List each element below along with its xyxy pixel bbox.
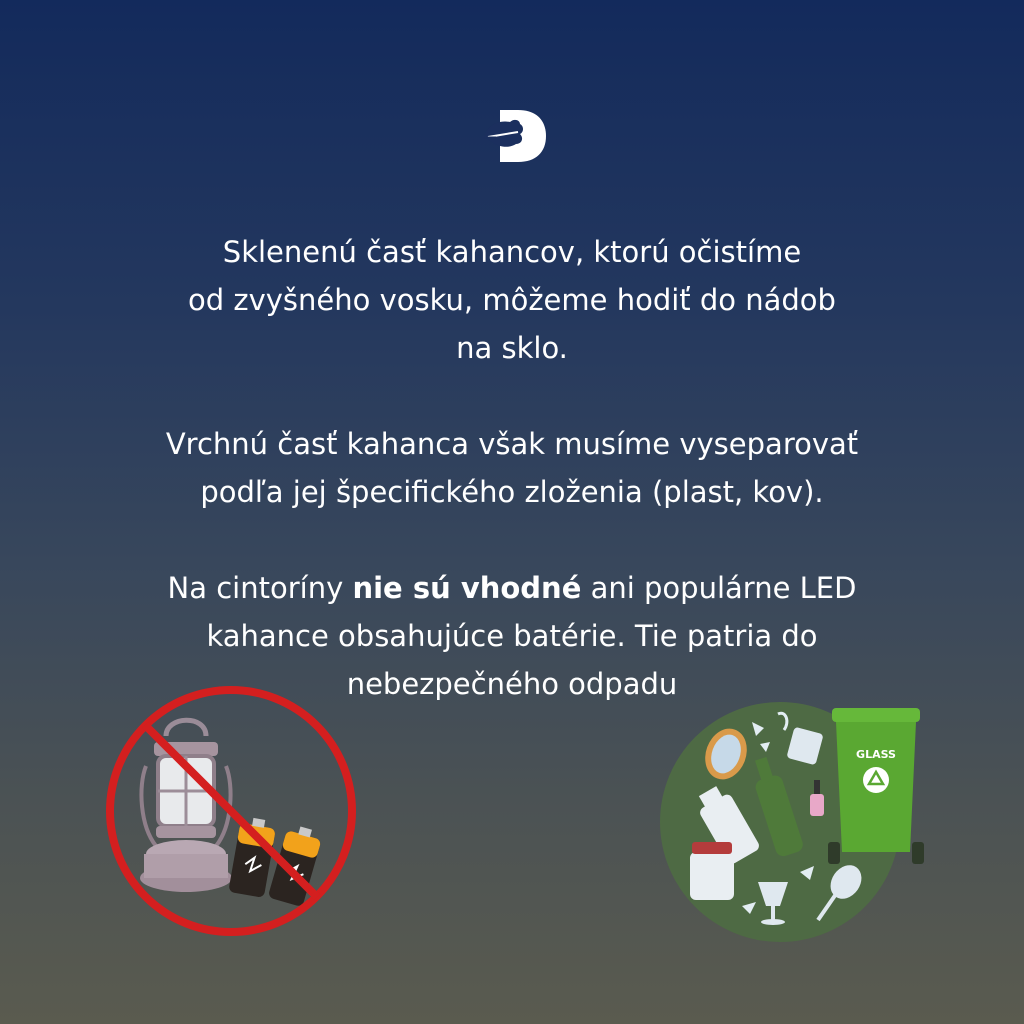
- message-segment: ani populárne LED: [581, 571, 857, 605]
- message-line: Vrchnú časť kahanca však musíme vyseparovať: [165, 427, 859, 461]
- message-line: podľa jej špecifického zloženia (plast, kov).: [200, 475, 824, 509]
- message-line: na sklo.: [456, 331, 568, 365]
- bin-label: GLASS: [856, 748, 896, 761]
- glass-bin-icon: [828, 708, 924, 864]
- no-lantern-batteries-icon: [96, 676, 366, 946]
- message-emphasis: nie sú vhodné: [352, 571, 582, 605]
- message-segment: Na cintoríny: [167, 571, 353, 605]
- logo-icon: [480, 108, 546, 164]
- lantern-icon: [140, 720, 232, 892]
- message-line: Sklenenú časť kahancov, ktorú očistíme: [222, 235, 802, 269]
- message-text: [112, 228, 912, 708]
- message-line: nebezpečného odpadu: [346, 667, 678, 701]
- glass-recycling-icon: [660, 692, 926, 950]
- message-line: od zvyšného vosku, môžeme hodiť do nádob: [188, 283, 836, 317]
- message-line: [112, 564, 912, 612]
- message-line: kahance obsahujúce batérie. Tie patria do: [206, 619, 818, 653]
